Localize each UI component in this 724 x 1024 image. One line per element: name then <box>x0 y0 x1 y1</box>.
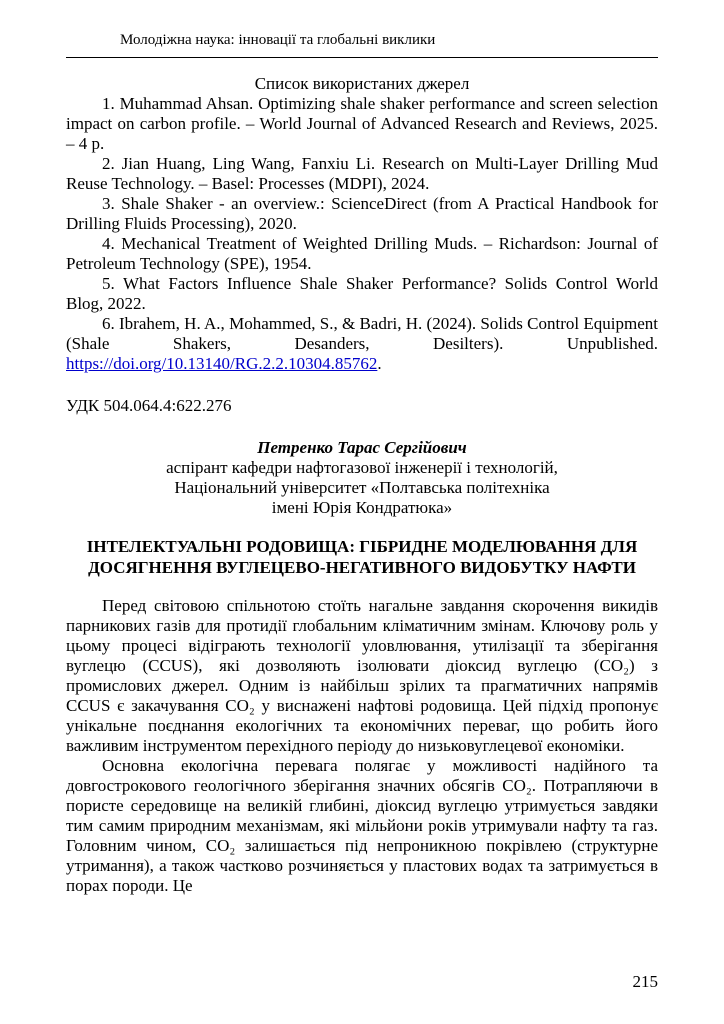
references-heading: Список використаних джерел <box>254 74 470 93</box>
running-header-title: Молодіжна наука: інновації та глобальні виклики <box>120 32 436 48</box>
reference-item-2: 2. Jian Huang, Ling Wang, Fanxiu Li. Research on Multi-Layer Drilling Mud Reuse Technology. – Basel: Processes (MDPI), 2024. <box>66 154 658 193</box>
author-block <box>66 438 658 518</box>
author-affiliation-line-3: імені Юрія Кондратюка» <box>271 498 453 517</box>
reference-item-5: 5. What Factors Influence Shale Shaker Performance? Solids Control World Blog, 2022. <box>66 274 658 313</box>
doi-link[interactable]: https://doi.org/10.13140/RG.2.2.10304.85762 <box>66 354 378 373</box>
reference-item-1: 1. Muhammad Ahsan. Optimizing shale shaker performance and screen selection impact on carbon profile. – World Journal of Advanced Research and Reviews, 2025. – 4 p. <box>66 94 658 153</box>
running-header <box>66 30 658 58</box>
article-title: ІНТЕЛЕКТУАЛЬНІ РОДОВИЩА: ГІБРИДНЕ МОДЕЛЮВАННЯ ДЛЯ ДОСЯГНЕННЯ ВУГЛЕЦЕВО-НЕГАТИВНОГО ВИДОБУТКУ НАФТИ <box>86 537 638 577</box>
body-paragraph-1: Перед світовою спільнотою стоїть нагальне завдання скорочення викидів парникових газів для протидії глобальним кліматичним змінам. Ключову роль у цьому процесі відіграють технології уловлювання, утилізації та зберігання вуглецю (CCUS), які дозволяють ізолювати діоксид вуглецю (CO₂) з промислових джерел. Одним із найбільш зрілих та прагматичних напрямів CCUS є закачування CO₂ у виснажені нафтові родовища. Цей підхід пропонує унікальне поєднання екологічних та економічних переваг, що робить його важливим інструментом перехідного періоду до низьковуглецевої економіки. <box>66 596 658 755</box>
reference-item-3: 3. Shale Shaker - an overview.: ScienceDirect (from A Practical Handbook for Drilling Fluids Processing), 2020. <box>66 194 658 233</box>
reference-item-6-text: 6. Ibrahem, H. A., Mohammed, S., & Badri, H. (2024). Solids Control Equipment (Shale Shakers, Desanders, Desilters). Unpublished. <box>66 314 658 353</box>
author-affiliation-line-2: Національний університет «Полтавська політехніка <box>174 478 550 497</box>
author-name: Петренко Тарас Сергійович <box>257 438 467 457</box>
reference-item-4: 4. Mechanical Treatment of Weighted Drilling Muds. – Richardson: Journal of Petroleum Technology (SPE), 1954. <box>66 234 658 273</box>
udc-code: УДК 504.064.4:622.276 <box>66 396 232 415</box>
reference-item-6-period: . <box>377 354 382 373</box>
body-paragraph-2: Основна екологічна перевага полягає у можливості надійного та довгострокового геологічного зберігання значних обсягів CO₂. Потрапляючи в пористе середовище на великій глибині, діоксид вуглецю утримується завдяки тим самим природним механізмам, які мільйони років утримували нафту та газ. Головним чином, CO₂ залишається під непроникною покрівлею (структурне утримання), а також частково розчиняється у пластових водах та затримується в порах породи. Це <box>66 756 658 895</box>
page-number: 215 <box>632 972 658 991</box>
reference-item-6 <box>66 314 658 374</box>
author-affiliation-line-1: аспірант кафедри нафтогазової інженерії і технологій, <box>166 458 558 477</box>
